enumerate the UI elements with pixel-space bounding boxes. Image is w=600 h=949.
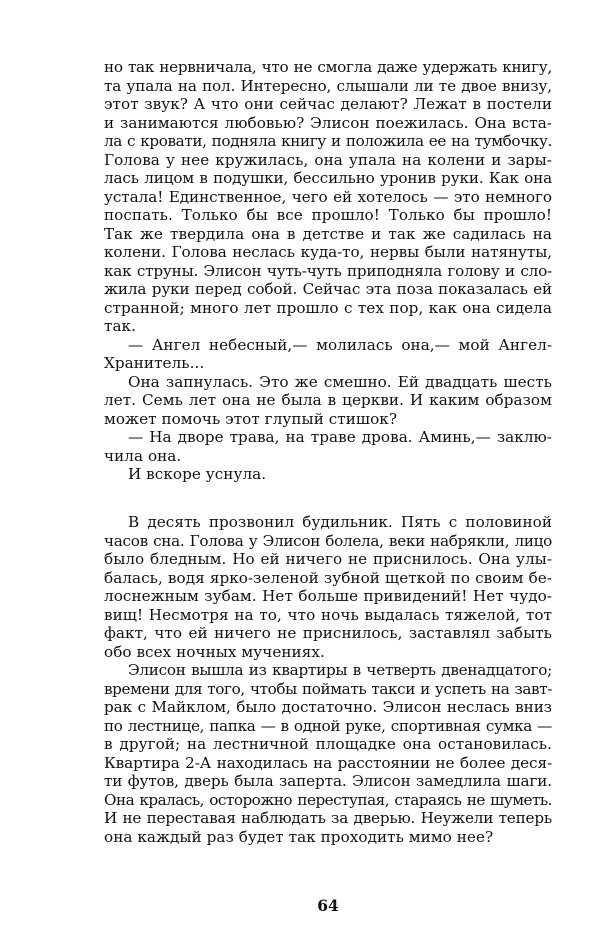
text-line: вищ! Несмотря на то, что ночь выдалась тяжелой, тот	[104, 605, 552, 624]
text-line: и занимаются любовью? Элисон поежилась. Она вста-	[104, 113, 552, 132]
text-line: ла с кровати, подняла книгу и положила ее на тумбочку.	[104, 132, 552, 150]
text-line: Квартира 2-А находилась на расстоянии не более деся-	[104, 753, 552, 772]
text-line: странной; много лет прошло с тех пор, как она сидела	[104, 298, 552, 317]
text-line: часов сна. Голова у Элисон болела, веки набрякли, лицо	[104, 531, 552, 550]
text-line: — На дворе трава, на траве дрова. Аминь,— заклю-	[128, 428, 552, 446]
text-line: В десять прозвонил будильник. Пять с половиной	[128, 513, 552, 531]
text-line: так.	[104, 317, 136, 335]
text-line: Элисон вышла из квартиры в четверть двенадцатого;	[128, 661, 552, 679]
text-line: та упала на пол. Интересно, слышали ли те двое внизу,	[104, 76, 552, 95]
text-block-morning	[104, 513, 552, 846]
text-line: лась лицом в подушки, бессильно уронив руки. Как она	[104, 169, 552, 187]
text-line: факт, что ей ничего не приснилось, заставлял забыть	[104, 624, 552, 642]
text-line: времени для того, чтобы поймать такси и успеть на завт-	[104, 679, 552, 698]
text-line: но так нервничала, что не смогла даже удержать книгу,	[104, 58, 552, 76]
book-page	[104, 58, 552, 915]
text-line: она каждый раз будет так проходить мимо нее?	[104, 827, 494, 846]
text-line: Она кралась, осторожно переступая, стараясь не шуметь.	[104, 790, 552, 809]
text-line: Так же твердила она в детстве и так же садилась на	[104, 224, 552, 243]
text-line: балась, водя ярко-зеленой зубной щеткой по своим бе-	[104, 568, 552, 587]
text-line: Хранитель...	[104, 354, 205, 372]
text-line: как струны. Элисон чуть-чуть приподняла голову и сло-	[104, 261, 552, 280]
text-line: может помочь этот глупый стишок?	[104, 409, 398, 428]
text-line: лет. Семь лет она не была в церкви. И каким образом	[104, 391, 552, 409]
text-line: колени. Голова неслась куда-то, нервы были натянуты,	[104, 243, 552, 261]
text-line: было бледным. Но ей ничего не приснилось. Она улы-	[104, 550, 552, 568]
text-line: чила она.	[104, 446, 182, 465]
text-line: Голова у нее кружилась, она упала на колени и зары-	[104, 150, 552, 169]
text-line: по лестнице, папка — в одной руке, спортивная сумка —	[104, 716, 552, 735]
text-line: поспать. Только бы все прошло! Только бы прошло!	[104, 206, 552, 224]
text-line: в другой; на лестничной площадке она остановилась.	[104, 735, 552, 753]
text-line: устала! Единственное, чего ей хотелось — это немного	[104, 187, 552, 206]
text-line: Она запнулась. Это же смешно. Ей двадцать шесть	[128, 372, 552, 391]
page-number: 64	[317, 896, 339, 915]
text-line: И не переставая наблюдать за дверью. Неужели теперь	[104, 809, 552, 827]
text-line: этот звук? А что они сейчас делают? Лежат в постели	[104, 95, 552, 113]
text-line: — Ангел небесный,— молилась она,— мой Ангел-	[128, 335, 552, 354]
text-line: И вскоре уснула.	[128, 465, 267, 483]
text-line: обо всех ночных мучениях.	[104, 642, 325, 661]
text-line: рак с Майклом, было достаточно. Элисон неслась вниз	[104, 698, 552, 716]
text-line: ти футов, дверь была заперта. Элисон замедлила шаги.	[104, 772, 552, 790]
text-line: лоснежным зубам. Нет больше привидений! Нет чудо-	[104, 587, 552, 605]
text-block-night	[104, 58, 552, 484]
text-line: жила руки перед собой. Сейчас эта поза показалась ей	[104, 280, 552, 298]
